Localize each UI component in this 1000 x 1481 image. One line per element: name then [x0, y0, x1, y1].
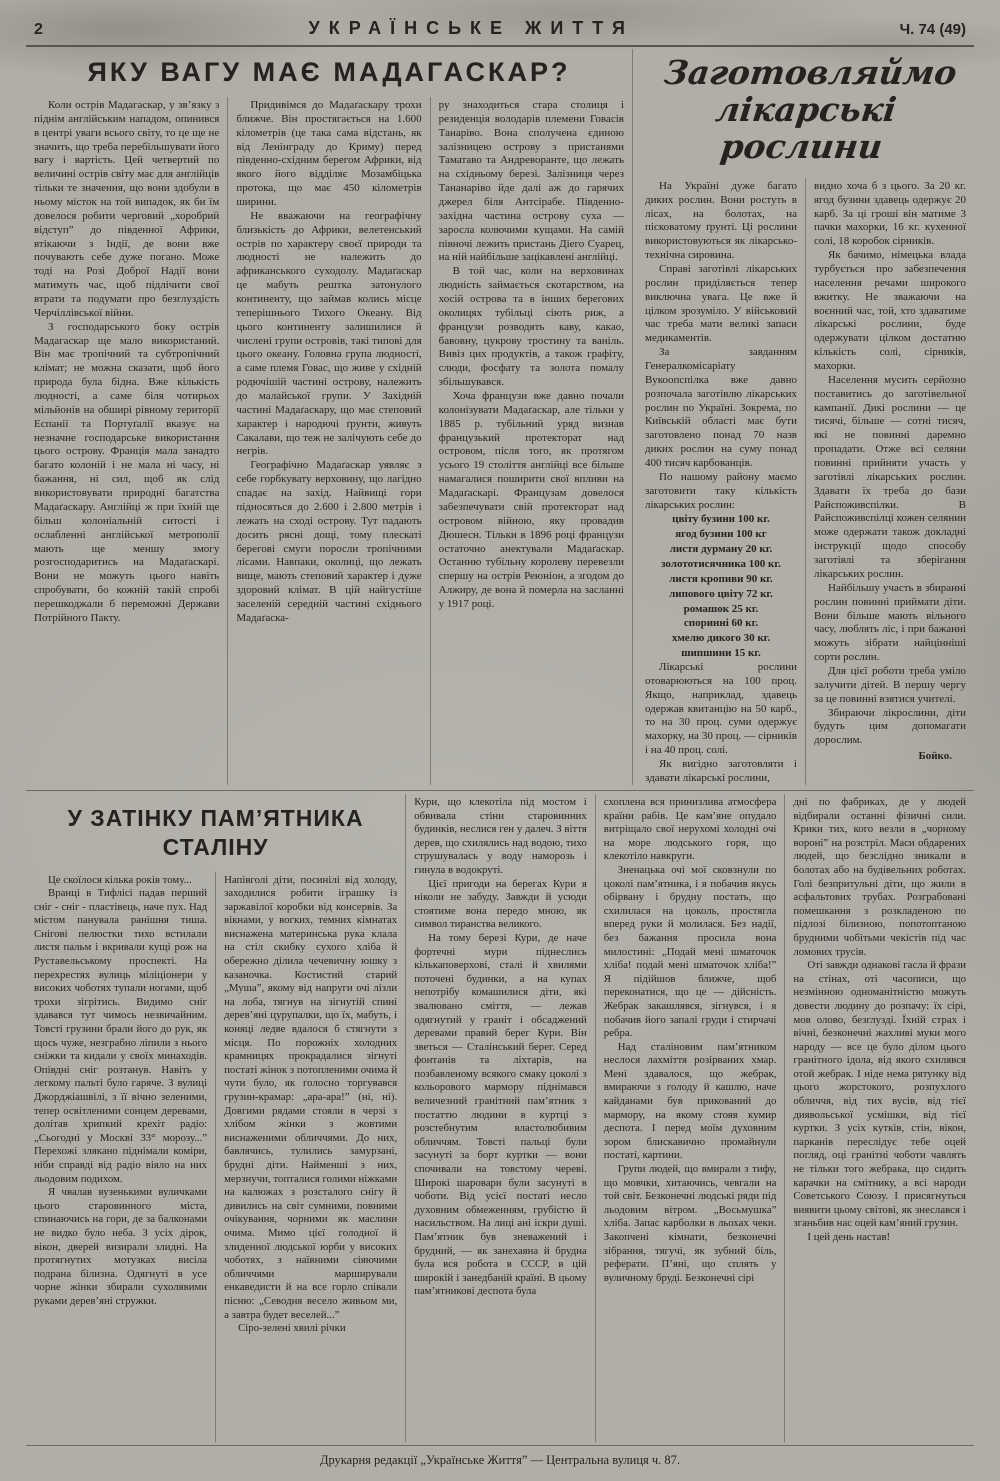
- plants-title-line1: Заготовляймо: [662, 53, 959, 92]
- madagascar-col-3: ру знаходиться стара столиця і резиденція володарів племени Говасів Танаріво. Вона сполучена єдиною залізницею острову з пристанями Таматаво та Андреворанте, що лежать на східньому березі. Залізниця через Тананаріво йде далі аж до гарячих джерел біля Антсірабе. Південно-західна частина острову суха — заросла колючими кущами. На самій півночі лежить пристань Діего Суарец, на ній найбільше зацікавлені англійці. В той час, коли на верховинах людність займається скотарством, на хосій острова та в інших берегових околицях тубільці сіють риж, а французи розводять каву, какао, бавовну, цукрову тростину та ваніль. Вивіз цих продуктів, а також графіту, слюди, фосфату та золота помалу збільшувався. Хоча французи вже давно почали колонізувати Мадаґаскар, але тільки у 1885 р. тубільний уряд визнав французький протекторат над островом, після того, як протягом усього 19 століття англійці все більше намагалися поширити свої впливи на Мадаґаскарі. Французам довелося забезпечувати свій протекторат над островом війною, яку провадив Дюшесн. Тільки в 1896 році французи остаточно анектували Мадаґаскар. Останню тубільну королеву перевезли спершу на острів Реюніон, а згодом до Алжиру, де вона й померла на засланні у 1917 році.: [430, 97, 632, 785]
- plants-columns: [637, 178, 974, 785]
- footer-imprint: Друкарня редакції „Українське Життя” — Центральна вулиця ч. 87.: [26, 1445, 974, 1474]
- stalin-col-3: Кури, що клекотіла під мостом і обвивала стіни старовинних будинків, неслися ген у далеч. З віття дерев, що схилялись над водою, тихо струшувалась у воду наморозь і гинула в водокруті. Цієї пригоди на берегах Кури я ніколи не забуду. Завжди й усюди стоятиме вона передо мною, як символ тиранства великого. На тому березі Кури, де наче фортечні мури піднеслись кількаповерхові, сталі й хвилями поточені будинки, а на купах непотрібу комашилися діти, які звалювано сміття, — лежав одягнутий у граніт і обсаджений деревами правий берег Кури. Він зветься — Сталінський берег. Серед фонтанів та ліхтарів, на позбавленому всякого смаку цоколі з кольорового мармору піднімався величезний гранітний пам’ятник з постаттю людини в куртці з розстебнутим властолюбивим обличчям. Товсті пальці були засунуті за борт куртки — вони спочивали на товстому череві. Широкі шаровари були засунуті в чоботи. Від усієї постаті несло духовним обмеженням, грубістю й насильством. На лиці ані іскри душі. Пам’ятник був зневажений і брудний, — як занехаяна й брудна була вся робота в СССР, в цій широкій і занедбаній країні. В цьому пам’ятникові деспота була: [405, 794, 595, 1442]
- stalin-article: [26, 790, 974, 1442]
- stalin-col-4: схоплена вся принизлива атмосфера країни рабів. Це кам’яне опудало витріщало свої нерухомі холодні очі на море людського горя, що клекотіло навкруги. Зненацька очі мої сковзнули по цоколі пам’ятника, і я побачив якусь обірвану і брудну постать, що схилилася на цоколь, простягла вперед руки й молилася. Без надії, без бажання просила вона милостині: „Подай мені шматочок хліба! подай мені шматочок хліба!” Я підійшов ближче, щоб переконатися, що це — дійсність. Жебрак закашлявся, зігнувся, і я побачив його запалі груди і стирчачі ребра. Над сталіновим пам’ятником неслося лахміття розірваних хмар. Мені здавалося, що жебрак, вмираючи з голоду й кашлю, наче кайданами був прикований до мармору, на якому стояв кумир деспота. І перед моїм духовним зором блискавично промайнули постаті, картини. Групи людей, що вмирали з тифу, що мовчки, хитаючись, чевгали на той світ. Безконечні людські ряди під льодовим вітром. „Восьмушка” хліба. Запас карболки в льохах чеки. Закопчені кімнати, безконечні зібрання, тягучі, як зубний біль, реферати. П’яні, що сплять у вуличному бруді. Безконечні сірі: [595, 794, 785, 1442]
- plants-article: [632, 49, 974, 785]
- madagascar-columns: [26, 97, 632, 785]
- plants-col2-text: видно хоча б з цього. За 20 кг. ягод бузини здавець одержує 20 карб. За ці гроші він матиме 3 пачки махорки, 16 кг. кухенної солі, 18 коробок сірників. Як бачимо, німецька влада турбується про забезпечення населення речами широкого вжитку. Не зважаючи на воєнний час, той, хто здаватиме лікарські рослини, буде одержувати цілком достатню кількість солі, сірників, махорки. Населення мусить серйозно поставитись до заготівельної кампанії. Дикі рослини — це тисячі, більше — сотні тисяч, які не повинні даремно пропадати. Отже всі селяни повинні прийняти участь у заготівлі лікарських рослин. Здавати їх треба до бази Райспоживспілки. В Райспоживспілці кожен селянин може одержати також докладні інструкції щодо способу заготівлі та зберігання лікарських рослин. Найбільшу участь в збиранні рослин повинні приймати діти. Вони більше мають вільного часу, люблять ліс, і при бажанні можуть зібрати найцінніші сорти рослин. Для цієї роботи треба уміло залучити дітей. В першу чергу за це повинні взятися учителі. Збираючи лікрослини, діти будуть цим допомагати дорослим.: [814, 179, 966, 747]
- plants-title: [629, 49, 974, 178]
- plants-col-1: [637, 178, 805, 785]
- stalin-title-line2: СТАЛІНУ: [162, 833, 269, 860]
- stalin-col-2: Напівголі діти, посинілі від холоду, заходилися робити іграшку із заржавілої коробки від консервів. За вікнами, у вогких, темних кімнатах виснажена материнська рука клала на стіл скибку сухого хліба й обережно ділила чечевичну юшку з казаночка. Костистий старий „Муша”, якому від напруги очі лізли на лоба, тягнув на зігнутій спині дерев’яні цурупалки, що їх, мабуть, і коняці ледве вдалося б стягнути з місця. По порожніх холодних крамницях прокрадалися зігнуті постаті жінок з потопленими очима й чути було, як голосно торгувався грузин-крамар: „ара-ара!” (ні, ні). Довгими рядами стояли в черзі з хлібом жінки з жовтими виснаженими обличчями. До них, бавлячись, тулились замурзані, брудні діти. Найменші з них, мерзнучи, топталися голими ніжками на калюжах з розсталого снігу й дивились на світ сумними, повними очікування, чорними як маслини очима. Мимо цієї голодної й злиденної людської юрби у високих чоботях, з наївними сіяючими обличчями марширували енкаведисти й на все горло співали пісню: „Севодня весело живьом ми, а завтра будет веселей...” Сіро-зелені хвилі річки: [215, 872, 405, 1443]
- madagascar-title: ЯКУ ВАГУ МАЄ МАДАГАСКАР?: [87, 57, 571, 87]
- stalin-left-block: [26, 794, 405, 1442]
- plants-col1-rest: Лікарські рослини отоварюються на 100 проц. Якщо, наприклад, здавець одержав квитанцію на 50 карб., то на 30 проц. суми одержує махорку, на 30 проц. — сірників і на 40 проц. солі. Як вигідно заготовляти і здавати лікарські рослини,: [645, 660, 797, 784]
- stalin-title: [26, 794, 405, 872]
- plants-col1-intro: На Україні дуже багато диких рослин. Вони ростуть в лісах, на болотах, на пісковатому ґрунті. Ці рослини використовуються як лікарсько-технічна сировина. Справі заготівлі лікарських рослин приділяється тепер виключна увага. Це вже й цілком зрозуміло. У військовий час треба мати великі запаси медикаментів. За завданням Генералкомісаріату Вукоопспілка вже давно розпочала заготівлю лікарських рослин по Україні. Зокрема, по Київській області має бути заготовлено понад 70 назв диких рослин на суму понад 400 тисяч карбованців. По нашому району маємо заготовити таку кількість лікарських рослин:: [645, 179, 797, 511]
- stalin-columns-1-2: [26, 872, 405, 1443]
- madagascar-col-1: Коли острів Мадагаскар, у зв’язку з піднім англійським нападом, опинився в центрі уваги всього світу, то це ще не значить, що треба перебільшувати його вагу і вартість. Цей четвертий по величині острів світу має для англійців тільки те значення, що вони здобули в ньому місток на той випадок, як би їм довелося робити черговий „хоробрий відступ” до південної Африки, втікаючи з Індії, де вони вже почувають себе дуже погано. Може тоді на Розі Доброї Надії вони матимуть час, щоб підлічити свої втрати та подумати про безглуздість Черчіллівської війни. З господарського боку острів Мадагаскар ще мало використаний. Він має тропічний та субтропічний клімат; не можна сказати, щоб його природа була бідна. Вже кількість людності, а саме біля чотирьох мільйонів на обширі рівному території Еспанії та Портуґалії вказує на незначне господарське використання цього острову. Франція мала занадто багато колоній і не мала ні часу, ні бажання, ні сил, щоб як слід використовувати природні багатства Мадаґаскару. Англійці ж при їхній ще більш колоніальній ситості і ослабленні англійської метрополії мають ще меншу змогу розгосподаритись на Мадаґаскарі. Вони не можуть цього навіть спробувати, бо кожній такій спробі перешкоджали б переможні Держави Потрійного Пакту.: [34, 99, 220, 624]
- page-header: [26, 14, 974, 47]
- plants-signature: Бойко.: [918, 750, 952, 763]
- plants-quota-list: цвіту бузини 100 кг. ягод бузини 100 кг листя дурману 20 кг. золототисячника 100 кг. листя кропиви 90 кг. липового цвіту 72 кг. ромашок 25 кг. споринні 60 кг. хмелю дикого 30 кг. шипшини 15 кг.: [661, 513, 781, 660]
- plants-col-2: [805, 178, 974, 785]
- issue-number: Ч. 74 (49): [899, 21, 966, 38]
- madagascar-article: [26, 49, 632, 785]
- stalin-title-line1: У ЗАТІНКУ ПАМ’ЯТНИКА: [67, 805, 364, 831]
- page-number: 2: [34, 21, 43, 38]
- stalin-col-1: Це скоїлося кілька років тому... Вранці в Тифлісі падав перший сніг - сніг - пластівець, наче пух. Над містом панувала ранішня тиша. Снігові пелюстки тихо встилали листя пальм і вкривали кущі рож на Руставельському проспекті. На перехрестях вулиць міліціонери у високих чоботях тупали ногами, щоб трохи зігрітись. Видимо сніг здавався тут чимось незвичайним. Товсті грузини брали його до рук, як щось чуже, незграбно ліпили з нього сніжки та кидали у своїх минаходів. Опівдні сніг розтанув. Навіть у легкому пальті було гаряче. З вулиці Джорджіашвілі, з її вічно зеленими, тепер освітленими сонцем деревами, долітав хрипкий крехіт радіо: „Сьогодні у Москві 33° морозу...” Перехожі злякано піднімали коміри, ніби справді від радіо віяло на них льодовим подихом. Я чвалав вузенькими вуличками цього старовинного міста, спинаючись на гори, де за балконами не видко було неба. З усіх дірок, вікон, дверей визирали злидні. На протягнутих мотузках висіла подрана білизна. Одягнуті в усе чорне жінки збирали сухолявими руками дерев’яні стружки.: [34, 873, 208, 1307]
- plants-title-line2: лікарські рослини: [713, 89, 899, 166]
- top-section: [26, 49, 974, 785]
- madagascar-col-2: Придивімся до Мадаґаскару трохи ближче. Він простягається на 1.600 кілометрів (це така сама відстань, як від Ленінграду до Криму) перед південно-східним берегом Африки, від якого його відділяє Мозамбіцька протока, що має 450 кілометрів ширини. Не вважаючи на географічну близькість до Африки, велетенський острів по характеру своєї природи та людності не належить до африканського суходолу. Мадаґаскар це мабуть рештка затонулого континенту, що займав колись місце теперішнього Тихого Океану. Від цього континенту залишилися й числені групи островів, такі типові для цього океану. Головна група людності, а саме племя Говас, що живе у східній родючішій частині острову, належить до малайської групи. У Західній частині Мадаґаскару, що має степовий характер і народючі ґрунти, живуть Сакалави, що теж не залічують себе до негрів. Географічно Мадаґаскар уявляє з себе горбкувату верховину, що лагідно спадає на захід. Найвищі гори підносяться до 2.600 і 2.800 метрів і лежать на сході острову. Тут падають досить рясні дощі, тому плескаті берегові смуги поросли тропічними лісами. Навпаки, околиці, що лежать вище, мають степовий характер і дуже здоровий клімат. В цій найгустіше заселеній середній частині східнього Мадаґаска-: [227, 97, 429, 785]
- masthead-title: УКРАЇНСЬКЕ ЖИТТЯ: [308, 18, 634, 38]
- stalin-col-5: дні по фабриках, де у людей відбирали останні фізичні сили. Крики тих, кого везли в „чорному вороні” на розстріл. Маси обдарених людей, що безслідно зникали в болотах або на будівельних роботах. Голі безпритульні діти, що жили в асфальтових трубах. Розграбовані помешкання з розкладеною по підлозі білизною, попотоптаною брудними чобітьми чекістів під час ломових трусів. Оті завжди однакові гасла й фрази на стінах, оті часописи, що незмінною одноманітністю можуть довести людину до розпачу: їх сірі, мов олово, безглузді. Їхній страх і вічні, безконечні жахливі муки мого народу — все це було ділом цього гранітного ідола, від якого схилявся отой жебрак. І ніде нема рятунку від цього жорстокого, розпухлого обличчя, від тих вусів, від тієї диявольської усмішки, від тієї куртки. З усіх кутків, стін, вікон, парканів переслідує тебе оцей погляд, оці гранітні чоботи чавлять не тільки того жебрака, що сидить карачки на смітнику, а всі народи Советського Союзу. І присягнуться виявити цьому світові, як знеслався і зганьбив нас оцей кам’яний грузин. І цей день настав!: [784, 794, 974, 1442]
